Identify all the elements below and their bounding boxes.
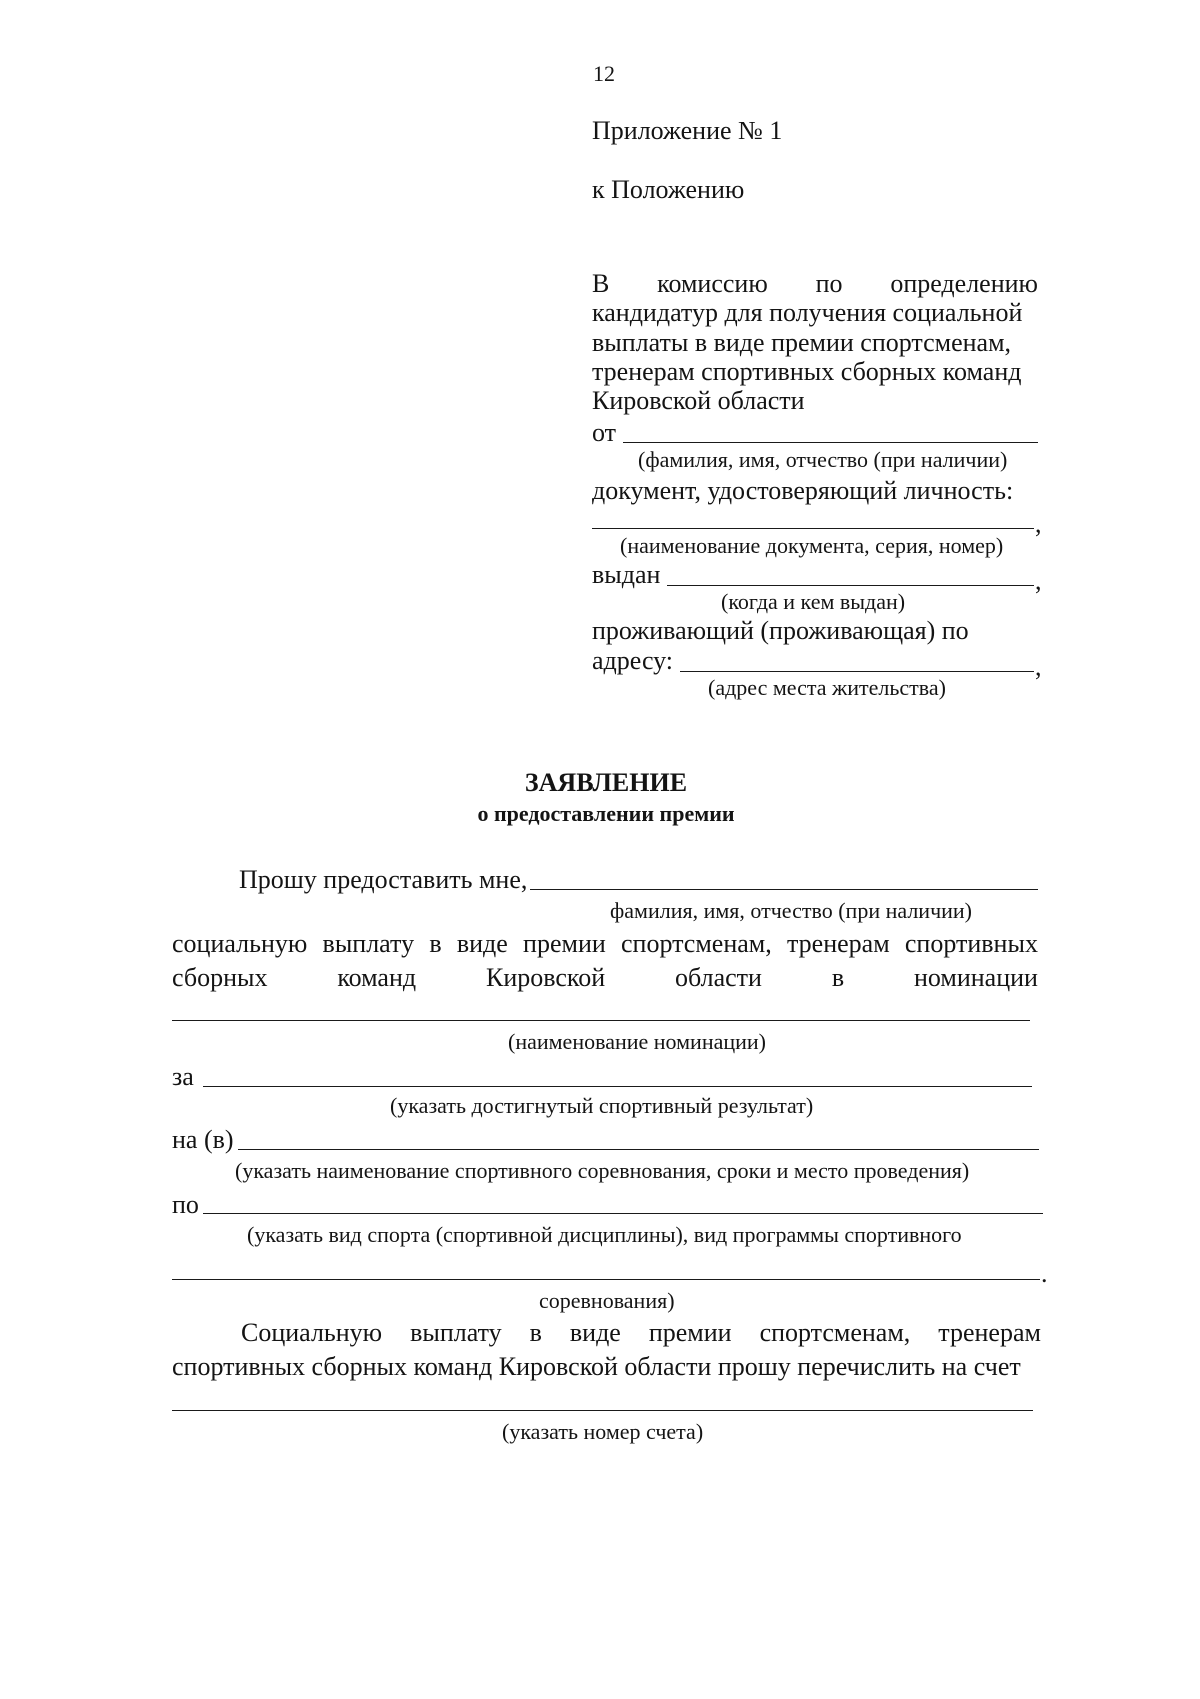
paragraph-word: сборных [172,963,268,992]
paragraph-word: спортсменам, [621,929,772,958]
document-title: ЗАЯВЛЕНИЕ [524,768,688,797]
issued-label: выдан [592,560,661,589]
account-hint: (указать номер счета) [502,1419,704,1444]
paragraph-word: тренерам [938,1318,1041,1347]
fio-blank-line [623,442,1038,443]
result-hint: (указать достигнутый спортивный результат) [390,1093,814,1118]
address-label: адресу: [592,646,674,675]
by-label: по [172,1190,199,1219]
paragraph-word: спортсменам, [759,1318,911,1347]
paragraph-word: в [529,1318,542,1347]
address-hint: (адрес места жительства) [708,675,946,700]
paragraph-word: команд [337,963,417,992]
page-number: 12 [593,61,615,86]
paragraph-word: в [831,963,845,992]
address-comma: , [1035,652,1042,681]
request-fio-blank-line [530,889,1038,890]
paragraph-word: социальную [172,929,308,958]
issued-comma: , [1035,566,1042,595]
sport-hint-end: соревнования) [539,1288,675,1313]
addressee-word: В [592,269,610,298]
paragraph-word: номинации [913,963,1038,992]
id-document-blank-line [592,528,1034,529]
id-document-label: документ, удостоверяющий личность: [592,476,1014,505]
paragraph-word: Социальную [241,1318,383,1347]
paragraph-word: выплату [322,929,415,958]
at-label: на (в) [172,1125,234,1154]
competition-hint: (указать наименование спортивного соревнования, сроки и место проведения) [235,1158,970,1183]
paragraph-word: премии [648,1318,732,1347]
addressee-line-3: выплаты в виде премии спортсменам, [592,328,1012,357]
addressee-line-5: Кировской области [592,386,805,415]
paragraph2-line2: спортивных сборных команд Кировской области прошу перечислить на счет [172,1352,1021,1381]
competition-blank-line [238,1149,1039,1150]
id-document-hint: (наименование документа, серия, номер) [620,533,1004,558]
regulation-label: к Положению [592,175,745,204]
request-label: Прошу предоставить мне, [239,865,528,894]
paragraph-word: тренерам [786,929,890,958]
addressee-line-1 [592,268,1038,300]
paragraph-word: премии [523,929,606,958]
issued-hint: (когда и кем выдан) [721,589,906,614]
request-fio-hint: фамилия, имя, отчество (при наличии) [610,898,973,923]
document-subtitle: о предоставлении премии [477,801,735,826]
nomination-blank-line [172,1020,1030,1021]
paragraph-word: виде [456,929,508,958]
fio-hint: (фамилия, имя, отчество (при наличии) [638,447,1008,472]
result-blank-line [203,1086,1032,1087]
id-document-comma: , [1035,509,1042,538]
sport-blank-line-2 [172,1279,1040,1280]
paragraph-word: области [675,963,762,992]
for-label: за [172,1062,194,1091]
from-label: от [592,418,617,447]
paragraph2-line1 [241,1317,1041,1349]
addressee-word: комиссию [657,269,768,298]
nomination-hint: (наименование номинации) [508,1029,767,1054]
paragraph-word: спортивных [904,929,1038,958]
paragraph-word: Кировской [486,963,606,992]
account-blank-line [172,1410,1033,1411]
paragraph-word: в [429,929,442,958]
address-blank-line [680,671,1034,672]
addressee-word: определению [890,269,1038,298]
addressee-line-2: кандидатур для получения социальной [592,298,1023,327]
paragraph1-line1 [172,928,1038,960]
addressee-line-4: тренерам спортивных сборных команд [592,357,1022,386]
issued-blank-line [667,585,1034,586]
sport-blank-line [203,1213,1043,1214]
addressee-word: по [815,269,843,298]
appendix-label: Приложение № 1 [592,116,783,145]
sport-hint: (указать вид спорта (спортивной дисциплины), вид программы спортивного [247,1222,962,1247]
sport-period: . [1041,1259,1048,1288]
paragraph1-line2 [172,962,1038,994]
paragraph-word: выплату [410,1318,502,1347]
residing-label: проживающий (проживающая) по [592,616,969,645]
paragraph-word: виде [569,1318,621,1347]
